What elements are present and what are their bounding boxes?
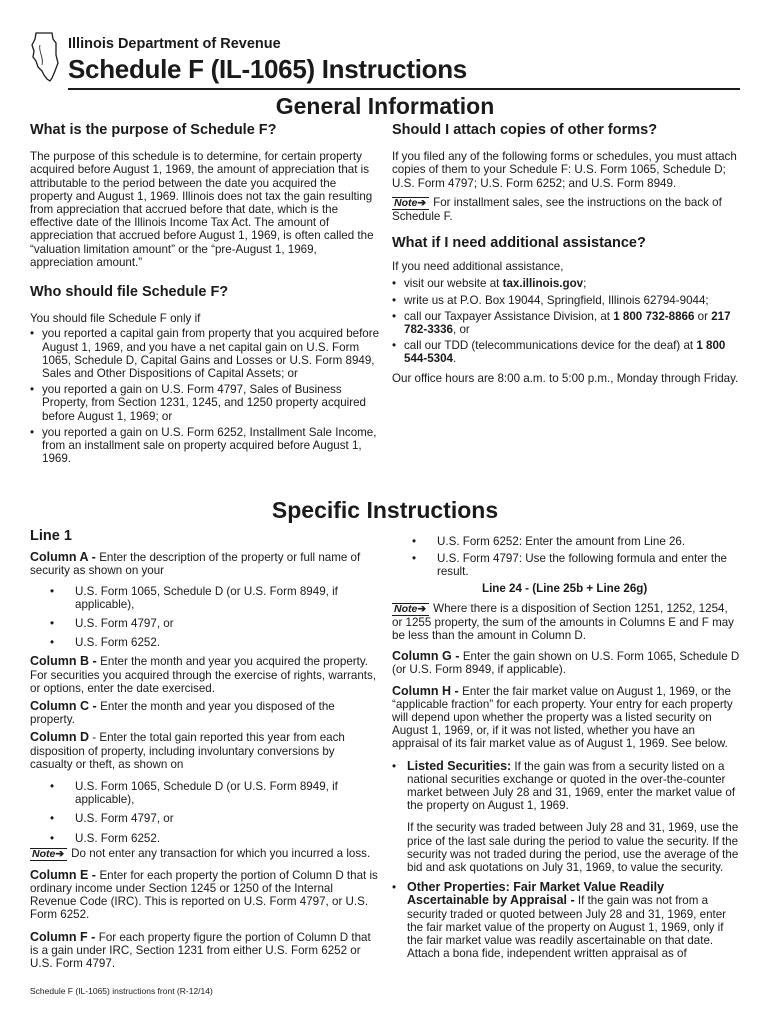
specific-left-column xyxy=(30,530,380,970)
note-icon: Note➔ xyxy=(30,848,67,861)
who-heading: Who should file Schedule F? xyxy=(30,284,229,301)
disposition-note: Note➔ Where there is a disposition of Section 1251, 1252, 1254, or 1255 property, the sum of the amounts in Columns E and F may be less than the amount in Column D. xyxy=(392,601,734,643)
list-item: • Listed Securities: If the gain was from a security listed on a national securities exchange or quoted in the over-the-counter market between July 28 and 31, 1969, enter the market value of the property on August 1, 1969. If the security was traded between July 28 and 31, 1969, use the price of the last sale during the period to value the security. If the security was not traded during the period, use the average of the bid and ask quotations on July 31, 1969, to value the security. xyxy=(392,758,739,875)
department-name: Illinois Department of Revenue xyxy=(68,36,281,52)
help-list xyxy=(392,277,740,365)
list-item: • you reported a gain on U.S. Form 4797, Sales of Business Property, from Section 1231, 1245, and 1250 property acquired before August 1, 1969; or xyxy=(30,383,366,423)
column-a-list xyxy=(30,585,380,650)
office-hours: Our office hours are 8:00 a.m. to 5:00 p.m., Monday through Friday. xyxy=(392,371,739,385)
column-d-text: Column D - Enter the total gain reported this year from each disposition of property, including involuntary conversions by casualty or theft, as shown on xyxy=(30,730,345,771)
form-list xyxy=(392,535,740,579)
listed-securities-text: If the security was traded between July 28 and 31, 1969, use the price of the last sale during the period to value the security. If the security was not traded during the period, use the average of the bid and ask quotations on July 31, 1969, to value the security. xyxy=(407,821,739,875)
who-intro: You should file Schedule F only if xyxy=(30,312,201,326)
phone-number: 217 782-3336 xyxy=(404,309,731,337)
column-a-text: Column A - Enter the description of the property or full name of security as shown on your xyxy=(30,550,361,578)
column-b-text: Column B - Enter the month and year you acquired the property. For securities you acquired through the exercise of rights, warrants, or options, enter the date exercised. xyxy=(30,654,377,695)
page-footer: Schedule F (IL-1065) instructions front (R-12/14) xyxy=(30,986,213,996)
column-d-note: Note➔ Do not enter any transaction for which you incurred a loss. xyxy=(32,846,371,860)
list-item: • you reported a gain on U.S. Form 6252, Installment Sale Income, from an installment sale on property acquired before August 1, 1969. xyxy=(30,425,377,466)
specific-instructions-heading: Specific Instructions xyxy=(271,497,499,523)
column-f-text: Column F - For each property figure the portion of Column D that is a gain under IRC, Section 1231 from either U.S. Form 6252 or U.S. Form 4797. xyxy=(30,929,371,971)
list-item: • U.S. Form 6252. xyxy=(50,636,161,650)
who-list xyxy=(30,327,380,465)
list-item: • U.S. Form 4797, or xyxy=(50,617,174,631)
column-h-list xyxy=(392,760,740,961)
help-intro: If you need additional assistance, xyxy=(392,260,564,274)
list-item: • visit our website at tax.illinois.gov; xyxy=(392,277,587,291)
help-heading: What if I need additional assistance? xyxy=(392,235,646,252)
list-item: • U.S. Form 4797: Use the following formula and enter the result. xyxy=(412,552,727,579)
column-h-text: Column H - Enter the fair market value on August 1, 1969, or the “applicable fraction” for each property. Your entry for each property will depend upon whether the property was a listed security on August 1, 1969, or, if it was not listed, whether you have an appraisal of its fair market value as of August 1, 1969. See below. xyxy=(392,683,733,751)
general-left-column xyxy=(30,124,380,465)
note-icon: Note➔ xyxy=(392,197,429,210)
list-item: • call our Taxpayer Assistance Division, at 1 800 732-8866 or 217 782-3336, or xyxy=(392,309,731,337)
general-information-heading: General Information xyxy=(275,93,495,119)
list-item: • U.S. Form 4797, or xyxy=(50,812,174,826)
attach-heading: Should I attach copies of other forms? xyxy=(392,122,658,138)
column-e-text: Column E - Enter for each property the portion of Column D that is ordinary income under Section 1245 or 1250 of the Internal Revenue Code (IRC). This is reported on U.S. Form 4797, or U.S. Form 6252. xyxy=(30,867,378,922)
attach-text: If you filed any of the following forms or schedules, you must attach copies of them to your Schedule F: U.S. Form 1065, Schedule D; U.S. Form 4797; U.S. Form 6252; and U.S. Form 8949. xyxy=(392,150,737,190)
list-item: • Other Properties: Fair Market Value Readily Ascertainable by Appraisal - If the gain was not from a security traded or quoted between July 28 and 31, 1969, enter the fair market value of the property on August 1, 1969, only if the fair market value was readily ascertainable on that date. Attach a bona fide, independent written appraisal as of xyxy=(392,880,727,961)
column-c-text: Column C - Enter the month and year you disposed of the property. xyxy=(30,699,335,727)
page-title: Schedule F (IL-1065) Instructions xyxy=(68,54,467,84)
list-item: • U.S. Form 1065, Schedule D (or U.S. Form 8949, if applicable), xyxy=(50,584,338,611)
list-item: • call our TDD (telecommunications device for the deaf) at 1 800 544-5304. xyxy=(392,339,726,366)
column-d-list xyxy=(30,780,380,845)
list-item: • U.S. Form 6252: Enter the amount from Line 26. xyxy=(412,535,686,548)
list-item: • you reported a capital gain from property that you acquired before August 1, 1969, and you have a net capital gain on U.S. Form 1065, Schedule D, Capital Gains and Losses or U.S. Form 8949, Sales and Other Dispositions of Capital Assets; or xyxy=(30,327,380,381)
title-rule xyxy=(68,88,740,90)
formula: Line 24 - (Line 25b + Line 26g) xyxy=(482,581,648,595)
note-icon: Note➔ xyxy=(392,603,429,616)
illinois-state-icon xyxy=(30,31,62,83)
purpose-heading: What is the purpose of Schedule F? xyxy=(30,122,277,138)
phone-number: 1 800 732-8866 xyxy=(613,309,695,323)
list-item: • U.S. Form 6252. xyxy=(50,831,161,845)
purpose-text: The purpose of this schedule is to determine, for certain property acquired before August 1, 1969, the amount of appreciation that is attributable to the period between the date you acquired the property and August 1, 1969. Illinois does not tax the gain resulting from appreciation that accrued before that date, which is the effective date of the Illinois Income Tax Act. The amount of appreciation that accrued before August 1, 1969, is often called the “valuation limitation amount” or the “pre-August 1, 1969, appreciation amount.” xyxy=(30,150,374,269)
list-item: • U.S. Form 1065, Schedule D (or U.S. Form 8949, if applicable), xyxy=(50,780,338,807)
attach-note: Note➔ For installment sales, see the instructions on the back of Schedule F. xyxy=(392,195,722,223)
list-item: • write us at P.O. Box 19044, Springfield, Illinois 62794-9044; xyxy=(392,293,709,307)
general-right-column xyxy=(392,124,740,385)
column-g-text: Column G - Enter the gain shown on U.S. Form 1065, Schedule D (or U.S. Form 8949, if applicable). xyxy=(392,649,740,677)
tdd-number: 1 800 544-5304 xyxy=(404,339,726,366)
line1-heading: Line 1 xyxy=(30,528,72,544)
specific-right-column xyxy=(392,535,740,960)
website-link[interactable]: tax.illinois.gov xyxy=(502,277,584,291)
